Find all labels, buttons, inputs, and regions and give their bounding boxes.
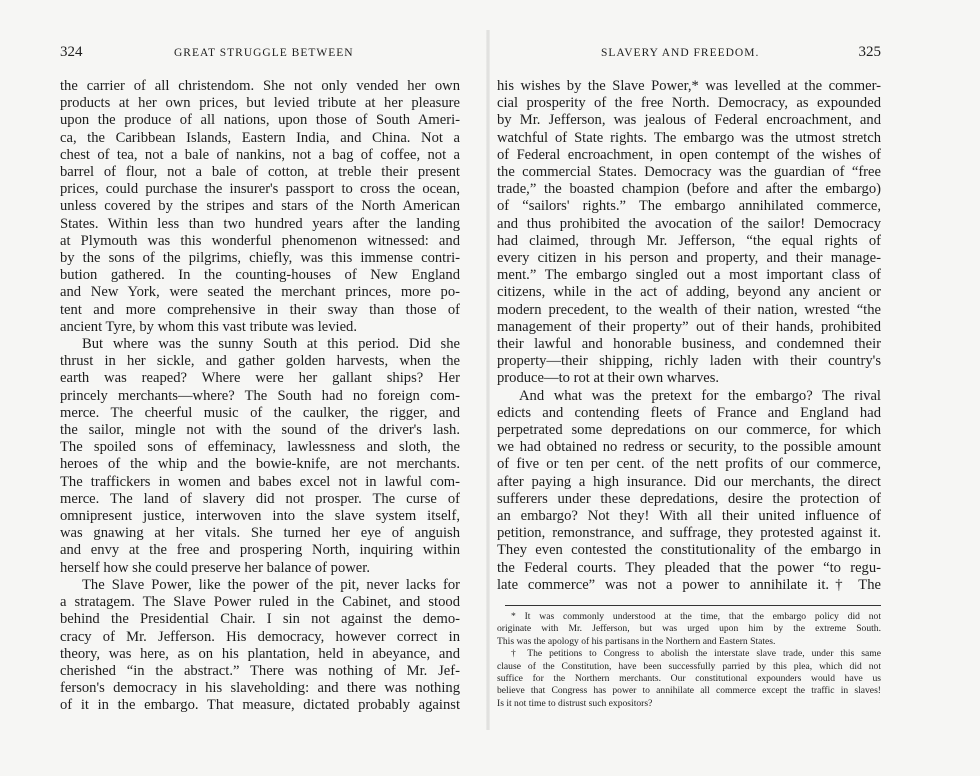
footnotes bbox=[497, 611, 881, 710]
text-line: cial prosperity of the free North. Democracy, as expounded bbox=[497, 95, 881, 112]
text-line: sufferers under these depredations, desire the protection of bbox=[497, 490, 881, 507]
footnote-line: suffice for the Northern merchants. Our constitutional expounders would have us bbox=[497, 673, 881, 685]
text-line: The Slave Power, like the power of the pit, never lacks for bbox=[82, 576, 460, 593]
text-line: citizens, while in the act of adding, beyond any ancient or bbox=[497, 284, 881, 301]
text-line: the Federal courts. They pleaded that the power “to regu- bbox=[497, 559, 881, 576]
text-line: petition, remonstrance, and suffrage, they protested against it. bbox=[497, 525, 881, 542]
text-line: produce—to rot at their own wharves. bbox=[497, 370, 720, 387]
text-line: barrel of flour, not a bale of cotton, at treble their present bbox=[60, 164, 460, 181]
text-line: after paying a high insurance. Did our merchants, the direct bbox=[497, 473, 881, 490]
text-line: and thus prohibited the avocation of the sailor! Democracy bbox=[497, 215, 881, 232]
text-line: a stratagem. The Slave Power ruled in the Cabinet, and stood bbox=[60, 594, 460, 611]
text-line: the sailor, mingle not with the sound of the driver's lash. bbox=[60, 422, 460, 439]
text-line: ca, the Caribbean Islands, Eastern India, and China. Not a bbox=[60, 129, 460, 146]
text-line: tent and more comprehensive in their sway than those of bbox=[60, 301, 460, 318]
footnote-line: Is it not time to distrust such expositors? bbox=[497, 697, 653, 709]
text-line: omnipresent justice, interwoven into the slave system itself, bbox=[60, 508, 460, 525]
text-line: heroes of the whip and the bowie-knife, are not merchants. bbox=[60, 456, 460, 473]
text-line: property—their shipping, richly laden with their country's bbox=[497, 353, 881, 370]
text-line: They even contested the constitutionality of the embargo in bbox=[497, 542, 881, 559]
left-running-head: GREAT STRUGGLE BETWEEN bbox=[174, 47, 354, 59]
text-line: cherished “in the abstract.” There was nothing of Mr. Jef- bbox=[60, 662, 460, 679]
text-line: had claimed, through Mr. Jefferson, “the equal rights of bbox=[497, 232, 881, 249]
text-line: behind the Presidential Chair. I sin not against the demo- bbox=[60, 611, 460, 628]
text-line: States. Within less than two hundred years after the landing bbox=[60, 215, 460, 232]
text-line: management of their property” out of their hands, prohibited bbox=[497, 318, 881, 335]
text-line: of Federal encroachment, in open contempt of the wishes of bbox=[497, 146, 881, 163]
text-line: thrust in her sickle, and gather golden harvests, when the bbox=[60, 353, 460, 370]
left-page bbox=[60, 44, 460, 714]
text-line: at Plymouth was this wonderful phenomenon witnessed: and bbox=[60, 232, 460, 249]
text-line: ferson's democracy in his slaveholding: and there was nothing bbox=[60, 680, 460, 697]
text-line: The traffickers in women and babes excel not in lawful com- bbox=[60, 473, 460, 490]
text-line: The spoiled sons of effeminacy, lawlessness and sloth, the bbox=[60, 439, 460, 456]
text-line: trade,” the boasted champion (before and after the embargo) bbox=[497, 181, 881, 198]
text-line: ancient Tyre, by whom this vast tribute was levied. bbox=[60, 318, 358, 335]
text-line: of five or ten per cent. of the nett profits of our commerce, bbox=[497, 456, 881, 473]
right-running-head: SLAVERY AND FREEDOM. bbox=[601, 47, 760, 59]
text-line: But where was the sunny South at this period. Did she bbox=[82, 336, 460, 353]
left-page-body bbox=[60, 78, 460, 715]
right-page bbox=[497, 44, 881, 709]
text-line: and New York, were seated the merchant princes, more po- bbox=[60, 284, 460, 301]
footnote-line: † The petitions to Congress to abolish the interstate slave trade, under this same bbox=[511, 648, 881, 660]
text-line: late commerce” was not a power to annihilate it.† The bbox=[497, 576, 881, 593]
text-line: and envy at the free and prospering North, inquiring within bbox=[60, 542, 460, 559]
text-line: the commercial States. Democracy was the guardian of “free bbox=[497, 164, 881, 181]
left-page-header bbox=[60, 44, 460, 66]
text-line: herself how she could preserve her balance of power. bbox=[60, 559, 370, 576]
text-line: their lawful and honorable business, and condemned their bbox=[497, 336, 881, 353]
footnote-line: believe that Congress has power to annihilate all commerce except the traffic in slaves! bbox=[497, 685, 881, 697]
text-line: an embargo? Not they! With all their united influence of bbox=[497, 508, 881, 525]
text-line: theory, was here, as on his plantation, held in abeyance, and bbox=[60, 645, 460, 662]
text-line: cracy of Mr. Jefferson. His democracy, however correct in bbox=[60, 628, 460, 645]
text-line: prices, could purchase the insurer's passport to cross the ocean, bbox=[60, 181, 460, 198]
text-line: was gnawing at her vitals. She turned her eye of anguish bbox=[60, 525, 460, 542]
text-line: watchful of State rights. The embargo was the utmost stretch bbox=[497, 129, 881, 146]
text-line: merce. The land of slavery did not prosper. The curse of bbox=[60, 490, 460, 507]
text-line: of “sailors' rights.” The embargo annihilated commerce, bbox=[497, 198, 881, 215]
text-line: modern precedent, to the wealth of their nation, wrested “the bbox=[497, 301, 881, 318]
text-line: And what was the pretext for the embargo? The rival bbox=[519, 387, 881, 404]
text-line: every citizen in his person and property, and their manage- bbox=[497, 250, 881, 267]
footnote-rule bbox=[505, 605, 881, 606]
text-line: unless covered by the stripes and stars of the North American bbox=[60, 198, 460, 215]
text-line: earth was reaped? Where were her gallant ships? Her bbox=[60, 370, 460, 387]
text-line: princely merchants—where? The South had no foreign com- bbox=[60, 387, 460, 404]
footnote-line: originate with Mr. Jefferson, but was urged upon him by the extreme South. bbox=[497, 623, 881, 635]
text-line: products at her own prices, but levied tribute at her pleasure bbox=[60, 95, 460, 112]
text-line: merce. The cheerful music of the caulker, the rigger, and bbox=[60, 404, 460, 421]
text-line: ment.” The embargo singled out a most important class of bbox=[497, 267, 881, 284]
text-line: perpetrated some depredations on our commerce, for which bbox=[497, 422, 881, 439]
text-line: by Mr. Jefferson, was jealous of Federal encroachment, and bbox=[497, 112, 881, 129]
text-line: edicts and contending fleets of France and England had bbox=[497, 404, 881, 421]
right-page-number: 325 bbox=[858, 44, 881, 60]
footnote-line: * It was commonly understood at the time, that the embargo policy did not bbox=[511, 611, 881, 622]
left-page-number: 324 bbox=[60, 44, 83, 60]
text-line: bution gathered. In the counting-houses of New England bbox=[60, 267, 460, 284]
text-line: of it in the embargo. That measure, dictated probably against bbox=[60, 697, 460, 714]
book-gutter bbox=[486, 30, 490, 730]
text-line: chest of tea, not a bale of nankins, not a bag of coffee, not a bbox=[60, 146, 460, 163]
text-line: by the sons of the pilgrims, chiefly, was this immense contri- bbox=[60, 250, 460, 267]
text-line: we had obtained no redress or security, to the possible amount bbox=[497, 439, 881, 456]
text-line: upon the produce of all nations, upon those of South Ameri- bbox=[60, 112, 460, 129]
footnote-line: clause of the Constitution, have been successfully parried by this plea, which did not bbox=[497, 660, 881, 672]
right-page-body bbox=[497, 78, 881, 594]
text-line: his wishes by the Slave Power,* was levelled at the commer- bbox=[497, 78, 881, 94]
right-page-header bbox=[497, 44, 881, 66]
footnote-line: This was the apology of his partisans in the Northern and Eastern States. bbox=[497, 635, 776, 647]
text-line: the carrier of all christendom. She not only vended her own bbox=[60, 78, 460, 94]
